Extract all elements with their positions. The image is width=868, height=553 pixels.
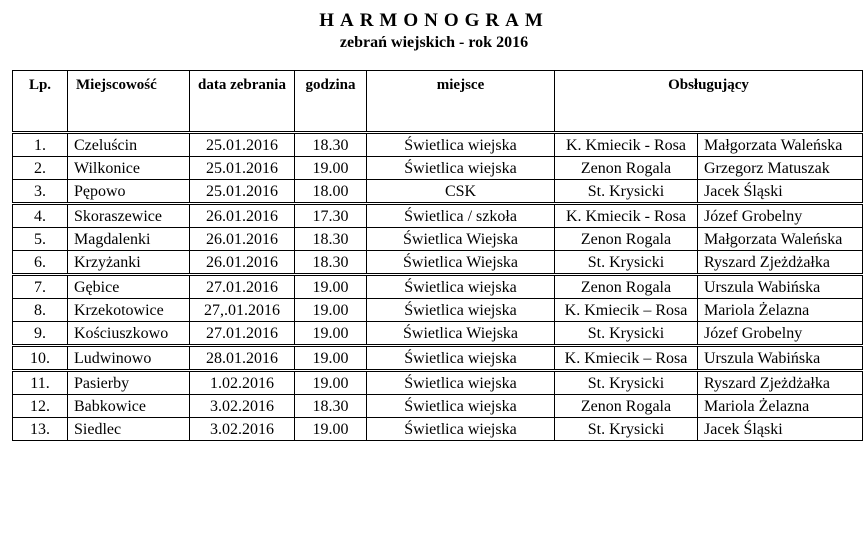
- row-staff-primary: St. Krysicki: [555, 251, 698, 275]
- row-staff-primary: St. Krysicki: [555, 322, 698, 346]
- row-staff-secondary: Małgorzata Waleńska: [698, 133, 863, 157]
- table-row: [13, 180, 863, 204]
- row-hour: 19.00: [295, 157, 367, 180]
- row-location: Świetlica Wiejska: [367, 251, 555, 275]
- row-place: Krzekotowice: [68, 299, 190, 322]
- row-staff-primary: Zenon Rogala: [555, 275, 698, 299]
- row-location: Świetlica wiejska: [367, 346, 555, 371]
- row-lp: 7.: [13, 275, 68, 299]
- row-lp: 1.: [13, 133, 68, 157]
- row-lp: 8.: [13, 299, 68, 322]
- row-date: 25.01.2016: [190, 133, 295, 157]
- row-date: 28.01.2016: [190, 346, 295, 371]
- row-hour: 19.00: [295, 275, 367, 299]
- table-header-row: [13, 71, 863, 133]
- row-location: Świetlica / szkoła: [367, 204, 555, 228]
- row-date: 27.01.2016: [190, 275, 295, 299]
- header-staff: Obsługujący: [555, 71, 863, 133]
- row-lp: 2.: [13, 157, 68, 180]
- row-staff-primary: Zenon Rogala: [555, 157, 698, 180]
- row-lp: 13.: [13, 418, 68, 441]
- row-staff-primary: St. Krysicki: [555, 418, 698, 441]
- table-row: [13, 418, 863, 441]
- row-place: Krzyżanki: [68, 251, 190, 275]
- row-location: Świetlica wiejska: [367, 299, 555, 322]
- row-staff-secondary: Mariola Żelazna: [698, 395, 863, 418]
- row-hour: 19.00: [295, 346, 367, 371]
- row-hour: 19.00: [295, 299, 367, 322]
- row-staff-primary: K. Kmiecik - Rosa: [555, 133, 698, 157]
- row-hour: 18.30: [295, 228, 367, 251]
- row-lp: 10.: [13, 346, 68, 371]
- row-date: 27.01.2016: [190, 322, 295, 346]
- row-location: Świetlica wiejska: [367, 395, 555, 418]
- header-hour: godzina: [295, 71, 367, 133]
- row-place: Pasierby: [68, 371, 190, 395]
- row-hour: 19.00: [295, 371, 367, 395]
- row-staff-primary: Zenon Rogala: [555, 395, 698, 418]
- row-hour: 18.30: [295, 395, 367, 418]
- row-date: 26.01.2016: [190, 228, 295, 251]
- row-date: 25.01.2016: [190, 157, 295, 180]
- row-location: Świetlica wiejska: [367, 157, 555, 180]
- header-location: miejsce: [367, 71, 555, 133]
- row-place: Czeluścin: [68, 133, 190, 157]
- row-hour: 18.30: [295, 251, 367, 275]
- row-staff-secondary: Mariola Żelazna: [698, 299, 863, 322]
- row-place: Gębice: [68, 275, 190, 299]
- header-place: Miejscowość: [68, 71, 190, 133]
- row-lp: 12.: [13, 395, 68, 418]
- header-lp: Lp.: [13, 71, 68, 133]
- document-subtitle: zebrań wiejskich - rok 2016: [339, 34, 529, 51]
- row-place: Kościuszkowo: [68, 322, 190, 346]
- row-staff-primary: K. Kmiecik – Rosa: [555, 346, 698, 371]
- header-date: data zebrania: [190, 71, 295, 133]
- row-place: Babkowice: [68, 395, 190, 418]
- row-place: Pępowo: [68, 180, 190, 204]
- row-hour: 18.00: [295, 180, 367, 204]
- row-date: 3.02.2016: [190, 418, 295, 441]
- row-place: Magdalenki: [68, 228, 190, 251]
- row-place: Ludwinowo: [68, 346, 190, 371]
- table-row: [13, 251, 863, 275]
- row-hour: 17.30: [295, 204, 367, 228]
- table-row: [13, 322, 863, 346]
- row-lp: 6.: [13, 251, 68, 275]
- row-staff-primary: K. Kmiecik - Rosa: [555, 204, 698, 228]
- row-staff-primary: St. Krysicki: [555, 180, 698, 204]
- row-lp: 9.: [13, 322, 68, 346]
- row-location: Świetlica Wiejska: [367, 322, 555, 346]
- row-lp: 5.: [13, 228, 68, 251]
- table-row: [13, 275, 863, 299]
- row-staff-secondary: Józef Grobelny: [698, 322, 863, 346]
- row-staff-secondary: Jacek Śląski: [698, 418, 863, 441]
- row-place: Skoraszewice: [68, 204, 190, 228]
- row-staff-secondary: Ryszard Zjeżdżałka: [698, 371, 863, 395]
- row-hour: 19.00: [295, 322, 367, 346]
- row-staff-secondary: Józef Grobelny: [698, 204, 863, 228]
- document-title: HARMONOGRAM: [319, 10, 549, 31]
- row-staff-primary: K. Kmiecik – Rosa: [555, 299, 698, 322]
- row-staff-secondary: Małgorzata Waleńska: [698, 228, 863, 251]
- table-row: [13, 299, 863, 322]
- row-hour: 19.00: [295, 418, 367, 441]
- schedule-table: [12, 70, 863, 441]
- row-place: Siedlec: [68, 418, 190, 441]
- row-date: 25.01.2016: [190, 180, 295, 204]
- row-location: Świetlica wiejska: [367, 133, 555, 157]
- row-date: 1.02.2016: [190, 371, 295, 395]
- row-lp: 4.: [13, 204, 68, 228]
- row-hour: 18.30: [295, 133, 367, 157]
- table-row: [13, 395, 863, 418]
- row-staff-primary: St. Krysicki: [555, 371, 698, 395]
- row-staff-secondary: Jacek Śląski: [698, 180, 863, 204]
- row-staff-secondary: Ryszard Zjeżdżałka: [698, 251, 863, 275]
- row-staff-primary: Zenon Rogala: [555, 228, 698, 251]
- row-location: Świetlica wiejska: [367, 275, 555, 299]
- row-lp: 3.: [13, 180, 68, 204]
- row-date: 27,.01.2016: [190, 299, 295, 322]
- row-location: Świetlica Wiejska: [367, 228, 555, 251]
- row-lp: 11.: [13, 371, 68, 395]
- row-date: 26.01.2016: [190, 204, 295, 228]
- row-staff-secondary: Urszula Wabińska: [698, 275, 863, 299]
- table-row: [13, 346, 863, 371]
- row-location: Świetlica wiejska: [367, 418, 555, 441]
- row-staff-secondary: Grzegorz Matuszak: [698, 157, 863, 180]
- table-row: [13, 371, 863, 395]
- table-row: [13, 157, 863, 180]
- row-date: 26.01.2016: [190, 251, 295, 275]
- row-location: Świetlica wiejska: [367, 371, 555, 395]
- table-row: [13, 228, 863, 251]
- row-staff-secondary: Urszula Wabińska: [698, 346, 863, 371]
- row-location: CSK: [367, 180, 555, 204]
- row-date: 3.02.2016: [190, 395, 295, 418]
- table-row: [13, 204, 863, 228]
- row-place: Wilkonice: [68, 157, 190, 180]
- table-row: [13, 133, 863, 157]
